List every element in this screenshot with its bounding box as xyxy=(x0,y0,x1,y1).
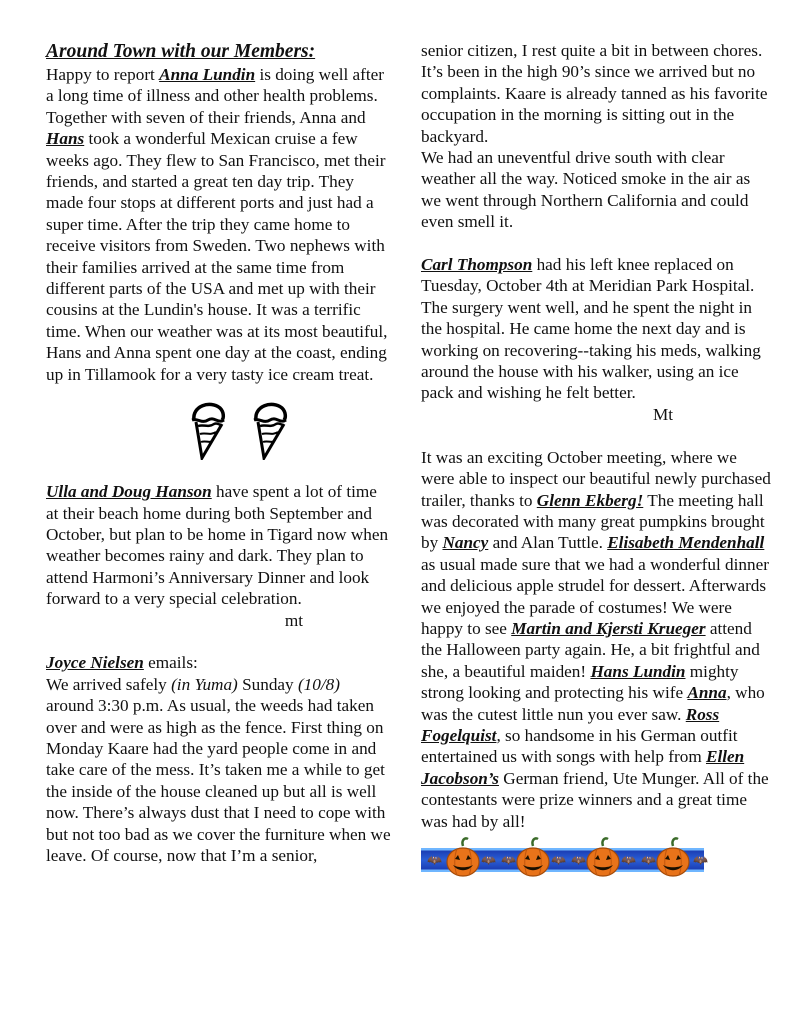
text: mighty strong looking and protecting his wife xyxy=(421,661,739,703)
member-name: Hans Lundin xyxy=(590,661,686,681)
bat-icon: 🦇 xyxy=(551,853,566,867)
text: is doing well after a long time of illness and other health problems. Together with seven of their friends, Anna and xyxy=(46,65,385,127)
text: The meeting hall was decorated with many great pumpkins brought by xyxy=(421,490,765,553)
anna-lundin-paragraph xyxy=(46,64,391,385)
spacer xyxy=(46,631,391,652)
text: around 3:30 p.m. As usual, the weeds had taken over and were as high as the fence. First thing on Monday Kaare had the yard people come in and take care of the mess. It’s taken me a while to get the inside of the house cleaned up but all is well now. There’s always dust that I need to cope with but not too bad as we cover the furniture when we leave. Of course, now that I’m a senior, xyxy=(46,696,391,865)
author-signature: Mt xyxy=(652,404,673,424)
nielsen-email-paragraph xyxy=(46,674,391,867)
pumpkin-icon xyxy=(656,836,690,883)
member-name: Anna xyxy=(687,683,727,703)
member-name: Nancy xyxy=(442,533,489,553)
spacer xyxy=(421,233,771,254)
section-title: Around Town with our Members: xyxy=(46,41,316,62)
nielsen-continued-1: senior citizen, I rest quite a bit in between chores. xyxy=(421,41,763,60)
member-name: Elisabeth Mendenhall xyxy=(607,533,765,553)
italic-note: (10/8) xyxy=(297,674,340,694)
member-name: Anna Lundin xyxy=(159,65,256,84)
left-column xyxy=(46,40,391,866)
thompson-paragraph xyxy=(421,254,771,404)
member-name: Glenn Ekberg! xyxy=(536,490,644,510)
nielsen-continued-3: We had an uneventful drive south with clear weather all the way. Noticed smoke in the air as we went through Northern California and could even smell it. xyxy=(421,148,751,232)
member-name: Ulla and Doug Hanson xyxy=(46,482,212,502)
ice-cream-cone-icon xyxy=(250,398,290,460)
pumpkin-icon xyxy=(516,836,550,883)
text: have spent a lot of time at their beach home during both September and October, but plan to be home in Tigard now when weather becomes rainy and dark. They plan to attend Harmoni’s Anniversary Dinner and look forward to a very special celebration. xyxy=(46,482,389,609)
hanson-paragraph xyxy=(46,481,391,609)
nielsen-continued-2: It’s been in the high 90’s since we arrived but no complaints. Kaare is already tanned as his favorite occupation in the morning is sitting out in the backyard. xyxy=(421,62,768,146)
text: German friend, Ute Munger. All of the contestants were prize winners and a great time was had by all! xyxy=(421,768,769,831)
text: attend the Halloween party again. He, a bit frightful and she, a beautiful maiden! xyxy=(421,618,760,681)
pumpkin-icon xyxy=(446,836,480,883)
text: , who was the cutest little nun you ever saw. xyxy=(421,683,765,724)
bat-icon: 🦇 xyxy=(571,853,586,867)
halloween-pumpkin-banner xyxy=(421,836,708,878)
pumpkin-icon xyxy=(586,836,620,883)
member-name: Ross Fogelquist xyxy=(421,704,720,745)
text: and Alan Tuttle. xyxy=(488,533,608,553)
text: emails: xyxy=(143,653,198,673)
text: as usual made sure that we had a wonderful dinner and delicious apple strudel for dessert. Afterwards we enjoyed the parade of costumes! We were happy to see xyxy=(421,554,769,638)
bat-icon: 🦇 xyxy=(693,853,708,867)
october-meeting-paragraph xyxy=(421,447,771,832)
right-column xyxy=(421,40,771,878)
ice-cream-illustration xyxy=(46,391,391,467)
text: , so handsome in his German outfit entertained us with songs with help from xyxy=(421,725,738,767)
member-name: Joyce Nielsen xyxy=(46,653,144,673)
member-name: Carl Thompson xyxy=(421,255,533,275)
author-signature: mt xyxy=(284,610,303,630)
text: Sunday xyxy=(237,674,298,694)
ice-cream-cone-icon xyxy=(188,398,228,460)
member-name: Martin and Kjersti Krueger xyxy=(511,618,706,638)
member-name: Hans xyxy=(46,129,85,149)
text: had his left knee replaced on Tuesday, October 4th at Meridian Park Hospital. The surgery went well, and he spent the night in the hospital. He came home the next day and is working on recovering--taking his meds, walking around the house with his walker, using an ice pack and wishing he felt better. xyxy=(421,255,761,403)
member-name: Ellen Jacobson’s xyxy=(421,747,745,788)
text: We arrived safely xyxy=(46,674,172,694)
text: took a wonderful Mexican cruise a few weeks ago. They flew to San Francisco, met their friends, and started a great ten day trip. They made four stops at different ports and just had a super time. After the trip they came home to receive visitors from Sweden. Two nephews with their families arrived at the same time from different parts of the USA and met up with their cousins at the Lundin's house. It was a terrific time. When our weather was at its most beautiful, Hans and Anna spent one day at the coast, ending up in Tillamook for a very tasty ice cream treat. xyxy=(46,129,388,384)
bat-icon: 🦇 xyxy=(481,853,496,867)
nielsen-heading xyxy=(46,652,391,673)
spacer xyxy=(421,425,771,446)
italic-note: (in Yuma) xyxy=(171,674,238,694)
bat-icon: 🦇 xyxy=(501,853,516,867)
bat-icon: 🦇 xyxy=(641,853,656,867)
text: Happy to report xyxy=(46,65,160,84)
bat-icon: 🦇 xyxy=(427,853,442,867)
text: It was an exciting October meeting, where we were able to inspect our beautiful newly purchased trailer, thanks to xyxy=(421,447,771,510)
bat-icon: 🦇 xyxy=(621,853,636,867)
